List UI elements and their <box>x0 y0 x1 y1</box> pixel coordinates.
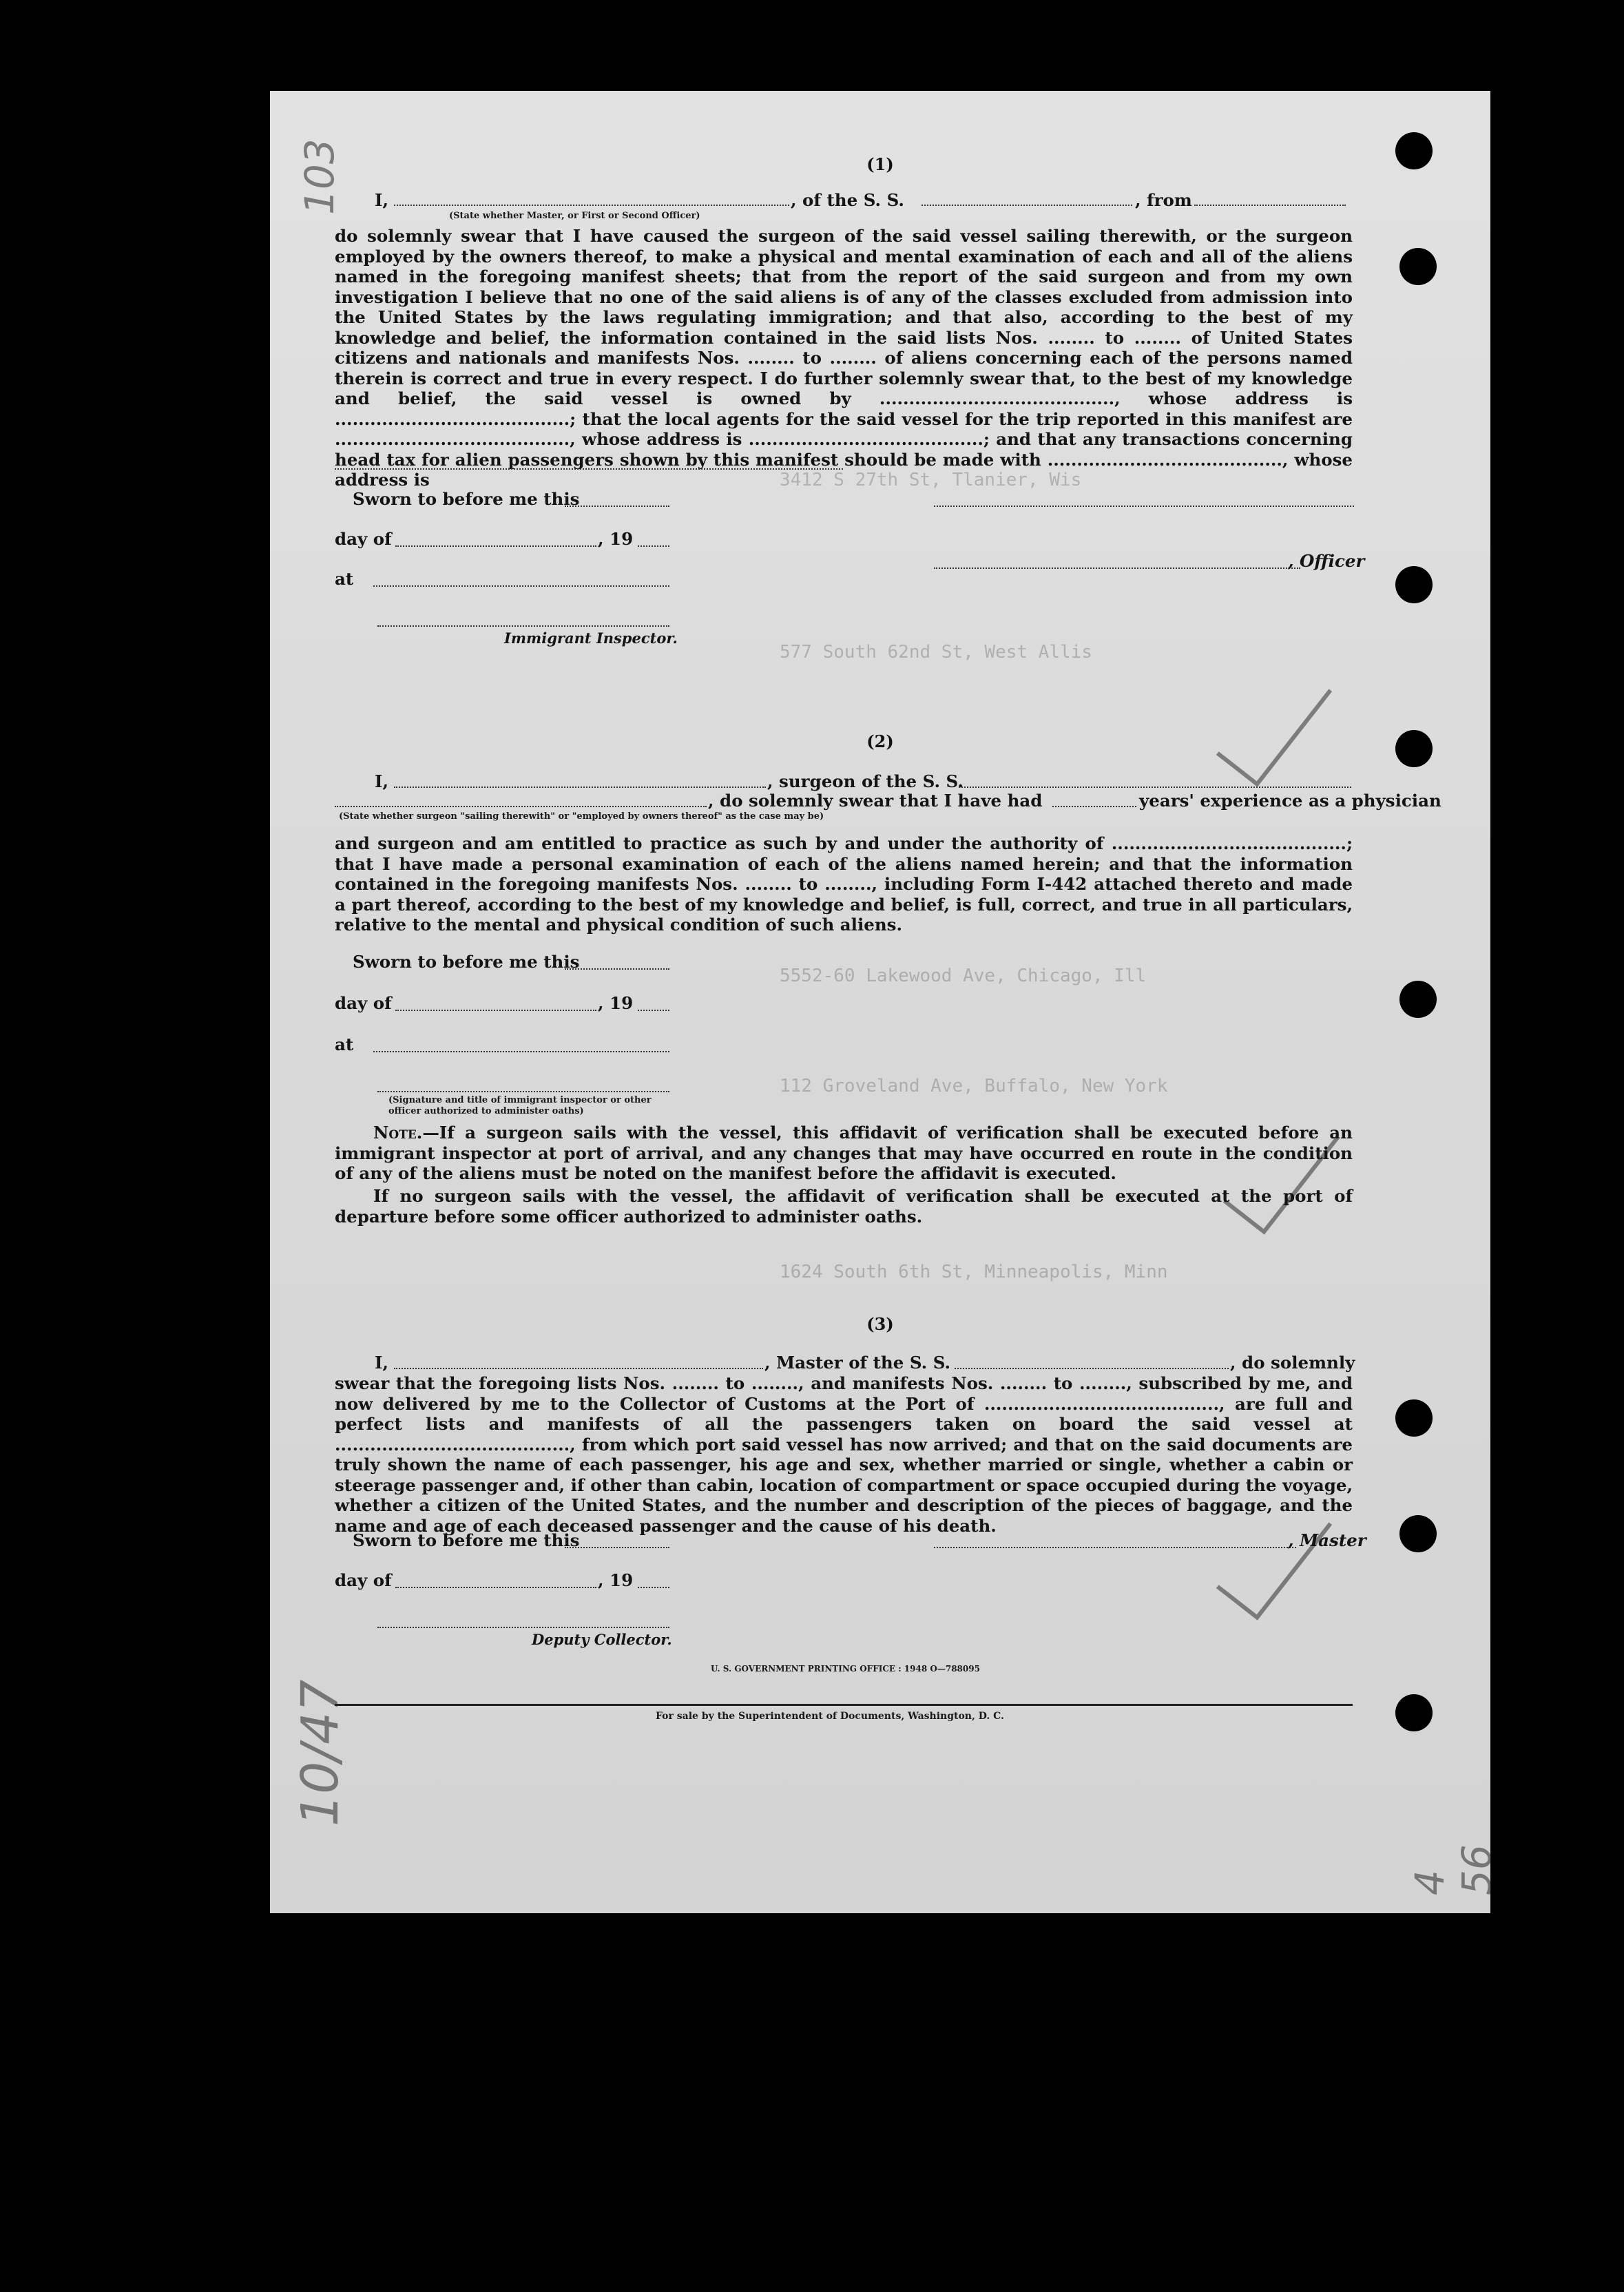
handwritten-date: 10/47 <box>291 1679 350 1826</box>
blank-line <box>373 585 669 587</box>
from-label: , from <box>1135 190 1192 210</box>
blank-line <box>959 786 1351 788</box>
bleed-through-text: 5552-60 Lakewood Ave, Chicago, Ill <box>780 966 1147 986</box>
blank-line <box>335 806 707 807</box>
binder-hole <box>1399 1515 1437 1552</box>
surgeon-label: , surgeon of the S. S. <box>767 771 964 791</box>
blank-line <box>394 205 789 206</box>
binder-hole <box>1395 566 1433 603</box>
sworn-label: Sworn to before me this <box>353 1530 580 1550</box>
surgeon-note: (State whether surgeon "sailing therewith" or "employed by owners thereof" as the case may be) <box>339 811 824 822</box>
officer-note: (State whether Master, or First or Second Officer) <box>449 211 700 221</box>
blank-line <box>1194 205 1346 206</box>
note-heading: Note. <box>373 1123 423 1143</box>
note-text: —If a surgeon sails with the vessel, this affidavit of verification shall be executed before an immigrant inspector at port of arrival, and any changes that may have occurred en route in the condition of any of the aliens must be noted on the manifest before the affidavit is executed. <box>335 1123 1353 1183</box>
day-of-label: day of <box>335 993 392 1013</box>
swear-label: , do solemnly <box>1230 1353 1355 1373</box>
blank-line <box>394 786 766 788</box>
bleed-through-text: 1624 South 6th St, Minneapolis, Minn <box>780 1262 1168 1282</box>
section-number: (2) <box>866 731 894 751</box>
blank-line <box>394 1368 763 1369</box>
blank-line <box>1052 806 1136 807</box>
blank-line <box>335 468 843 470</box>
blank-line <box>377 1091 669 1092</box>
note-text-2: If no surgeon sails with the vessel, the affidavit of verification shall be executed at the port of departure before some officer authorized to administer oaths. <box>335 1186 1353 1227</box>
oath-prefix: I, <box>375 190 388 210</box>
binder-hole <box>1395 1694 1433 1731</box>
section-number: (1) <box>866 154 894 174</box>
oath-text: do solemnly swear that I have caused the surgeon of the said vessel sailing therewith, or the surgeon employed by the owners thereof, to make a physical and mental examination of each and all of the aliens named in the foregoing manifest sheets; that from the report of the said surgeon and from my own investigation I believe that no one of the said aliens is of any of the classes excluded from admission into the United States by the laws regulating immigration; and that also, according to the best of my knowledge and belief, the information contained in the said lists Nos. ........ to ........ of United States citizens and nationals and manifests Nos. ........ to ........ of aliens concerning each of the persons named therein is correct and true in every respect. I do further solemnly swear that, to the best of my knowledge and belief, the said vessel is owned by ........................................, whose address is ........................................; that the local agents for the said vessel for the trip reported in this manifest are ........................................, whose address is ........................................; and that any transactions concerning head tax for alien passengers shown by this manifest should be made with ........................................, whose address is <box>335 226 1353 490</box>
manifest-page <box>270 91 1500 1913</box>
oath-prefix: I, <box>375 771 388 791</box>
binder-hole <box>1395 1399 1433 1437</box>
footer-rule <box>335 1704 1353 1706</box>
day-of-label: day of <box>335 529 392 549</box>
sworn-label: Sworn to before me this <box>353 952 580 972</box>
handwritten-number: 103 <box>296 138 343 215</box>
blank-line <box>638 1587 669 1588</box>
year-label: , 19 <box>598 1570 634 1590</box>
at-label: at <box>335 569 354 589</box>
years-label: years' experience as a physician <box>1139 791 1441 811</box>
bleed-through-text: 112 Groveland Ave, Buffalo, New York <box>780 1076 1168 1096</box>
master-oath-text: swear that the foregoing lists Nos. ........ to ........, and manifests Nos. ........ to ........, subscribed by me, and now delivered by me to the Collector of Customs at the Port of ........................................, are full and perfect lists and manifests of all the passengers taken on board the said vessel at ........................................, from which port said vessel has now arrived; and that on the said documents are truly shown the name of each passenger, his age and sex, whether married or single, whether a cabin or steerage passenger and, if other than cabin, location of compartment or space occupied during the voyage, whether a citizen of the United States, and the number and description of the pieces of baggage, and the name and age of each deceased passenger and the cause of his death. <box>335 1373 1353 1536</box>
oath-prefix: I, <box>375 1353 388 1373</box>
handwritten-page-number: 4 56 <box>1406 1844 1500 1895</box>
blank-line <box>638 545 669 547</box>
master-signature-label: , Master <box>1288 1530 1366 1550</box>
blank-line <box>395 1010 596 1011</box>
bleed-through-text: 577 South 62nd St, West Allis <box>780 642 1092 663</box>
printing-office-line: U. S. GOVERNMENT PRINTING OFFICE : 1948 O—788095 <box>711 1664 980 1674</box>
blank-line <box>565 1547 669 1548</box>
binder-hole <box>1399 248 1437 285</box>
inspector-label: Immigrant Inspector. <box>504 629 678 647</box>
year-label: , 19 <box>598 993 634 1013</box>
year-label: , 19 <box>598 529 634 549</box>
blank-line <box>565 968 669 970</box>
day-of-label: day of <box>335 1570 392 1590</box>
deputy-collector-label: Deputy Collector. <box>532 1631 672 1648</box>
section-number: (3) <box>866 1314 894 1334</box>
binder-hole <box>1399 981 1437 1018</box>
blank-line <box>395 545 596 547</box>
officer-label: , Officer <box>1288 551 1365 571</box>
blank-line <box>934 567 1300 569</box>
swear-label: , do solemnly swear that I have had <box>708 791 1043 811</box>
blank-line <box>922 205 1132 206</box>
note-paragraph <box>335 1123 1353 1184</box>
sworn-label: Sworn to before me this <box>353 489 580 509</box>
for-sale-line: For sale by the Superintendent of Documents, Washington, D. C. <box>656 1711 1004 1722</box>
blank-line <box>373 1051 669 1052</box>
blank-line <box>395 1587 596 1588</box>
master-label: , Master of the S. S. <box>764 1353 951 1373</box>
blank-line <box>377 1627 669 1628</box>
blank-line <box>934 1547 1296 1548</box>
surgeon-oath-text: and surgeon and am entitled to practice as such by and under the authority of ........................................; that I have made a personal examination of each of the aliens named herein; and that the information contained in the foregoing manifests Nos. ........ to ........, including Form I-442 attached thereto and made a part thereof, according to the best of my knowledge and belief, is full, correct, and true in all particulars, relative to the mental and physical condition of such aliens. <box>335 833 1353 935</box>
signer-note: (Signature and title of immigrant inspector or other officer authorized to administer oaths) <box>388 1095 652 1116</box>
at-label: at <box>335 1034 354 1054</box>
blank-line <box>934 506 1354 507</box>
blank-line <box>638 1010 669 1011</box>
ship-label: , of the S. S. <box>791 190 904 210</box>
bleed-through-text: 3412 S 27th St, Tlanier, Wis <box>780 470 1082 490</box>
check-mark <box>1216 659 1332 786</box>
blank-line <box>377 625 669 627</box>
blank-line <box>955 1368 1229 1369</box>
blank-line <box>565 506 669 507</box>
